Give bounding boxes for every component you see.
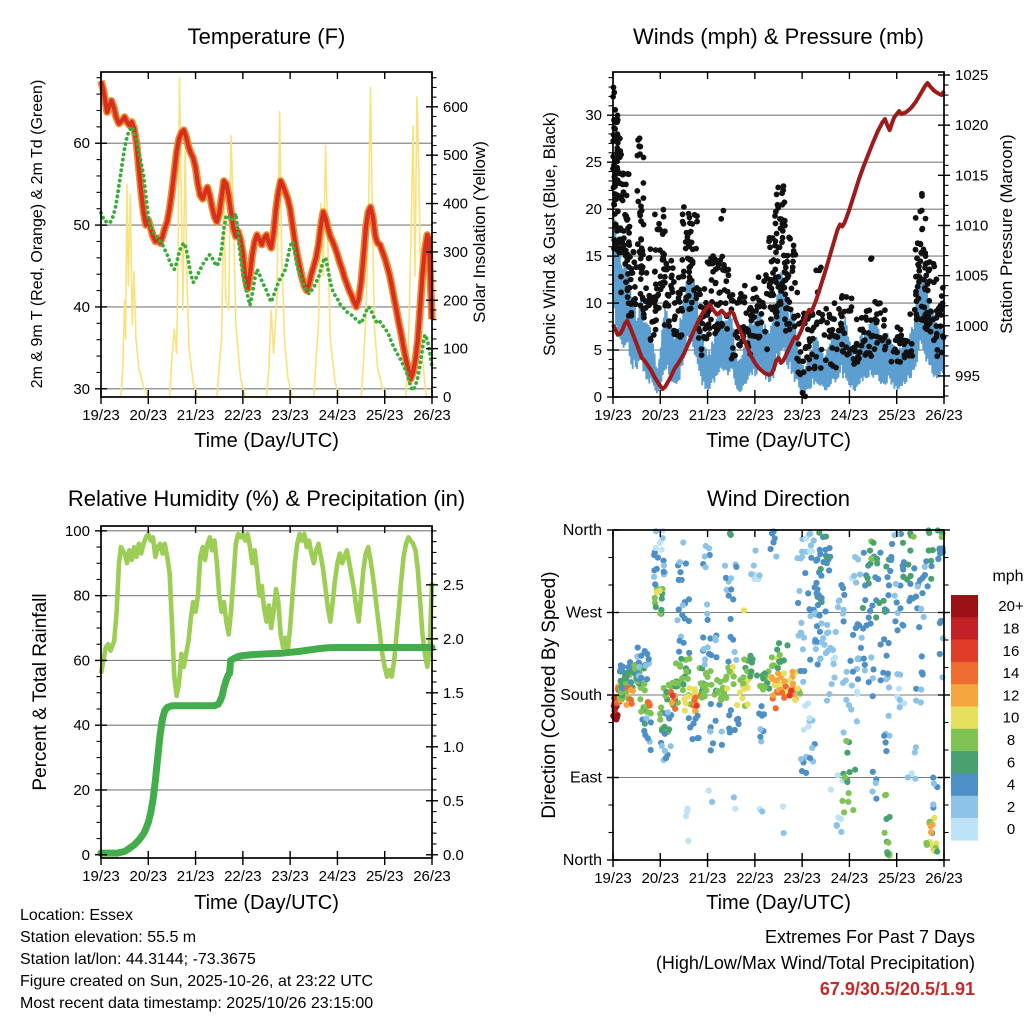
temperature-y2-tick-label: 100 [443,340,469,358]
station-info-block [20,905,373,1015]
extremes-block [656,924,975,1002]
winds-pressure-x-tick-label: 20/23 [641,407,680,424]
temperature-y2-tick-label: 200 [443,292,469,310]
extremes-title: Extremes For Past 7 Days [764,927,975,947]
rh-precip-y-tick-label: 80 [73,587,90,605]
wind-direction-chart-title: Wind Direction [706,486,851,511]
colorbar-swatch [951,796,978,819]
winds-pressure-x-tick-label: 22/23 [736,407,774,424]
rh-precip-x-tick-label: 26/23 [413,868,451,885]
winds-pressure-y-tick-label: 30 [585,107,602,125]
colorbar-label: 16 [1002,642,1020,660]
temperature-y-tick-label: 50 [73,217,90,235]
colorbar-label: 18 [1002,620,1020,638]
rh-precip-x-tick-label: 22/23 [224,868,262,885]
wind-direction-x-tick-label: 24/23 [830,870,869,887]
station-info-line: Figure created on Sun, 2025-10-26, at 23:22 UTC [20,973,374,990]
wind-direction-y-tick-label: East [569,769,602,787]
winds-xaxis-label: Time (Day/UTC) [706,430,851,452]
wind-direction-x-tick-label: 23/23 [783,870,821,887]
rh-xaxis-label: Time (Day/UTC) [194,892,339,914]
winds-pressure-x-tick-label: 21/23 [688,407,727,424]
extremes-values: 67.9/30.5/20.5/1.91 [819,979,975,999]
colorbar-swatch [951,773,978,796]
station-info-line: Location: Essex [20,907,133,924]
wind-direction-dots [610,527,946,858]
wind-direction-y-tick-label: North [562,522,602,539]
colorbar-label: 0 [1006,821,1016,839]
rh-precip-y2-tick-label: 2.0 [443,630,464,648]
colorbar-title: mph [992,568,1024,585]
temperature-yaxis-right-label: Solar Insolation (Yellow) [470,141,489,323]
rh-precip-y-tick-label: 0 [81,846,90,864]
temperature-x-tick-label: 24/23 [318,407,357,424]
temperature-y2-tick-label: 600 [443,98,469,116]
wind-direction-y-tick-label: South [560,687,602,704]
winds-pressure-y2-tick-label: 1005 [955,267,989,285]
colorbar-swatch [951,662,978,685]
winds-pressure-x-tick-label: 19/23 [594,407,632,424]
colorbar-swatch [951,595,978,618]
temperature-chart [73,72,468,424]
rh-precip-y-tick-label: 40 [73,717,90,735]
winds-pressure-y2-tick-label: 1025 [955,67,989,85]
temperature-x-tick-label: 23/23 [271,407,309,424]
winds-pressure-y2-tick-label: 1020 [955,117,989,135]
rh-yaxis-left-label: Percent & Total Rainfall [30,593,51,791]
rh-precip-chart-title: Relative Humidity (%) & Precipitation (in) [67,486,466,511]
colorbar-swatch [951,640,978,663]
temperature-y-tick-label: 60 [73,135,90,153]
wind-direction-x-tick-label: 19/23 [594,870,632,887]
rh-precip-y-tick-label: 100 [64,522,90,540]
rh-precip-x-tick-label: 21/23 [176,868,215,885]
colorbar-swatch [951,729,978,752]
colorbar-swatch [951,617,978,640]
wind-direction-y-tick-label: West [565,604,602,622]
colorbar-label: 6 [1006,754,1016,772]
wind-direction-y-tick-label: North [562,852,602,869]
relative-humidity-line [101,534,432,696]
colorbar-swatch [951,707,978,730]
station-info-line: Station lat/lon: 44.3144; -73.3675 [20,951,256,968]
temperature-y2-tick-label: 500 [443,147,469,165]
winds-pressure-x-tick-label: 24/23 [830,407,869,424]
winds-pressure-chart-title: Winds (mph) & Pressure (mb) [633,24,924,49]
winds-pressure-chart [585,67,988,424]
colorbar-label: 10 [1002,709,1020,727]
rh-precip-y2-tick-label: 1.5 [443,684,464,702]
rh-precip-y2-tick-label: 0.5 [443,792,464,810]
rh-precip-x-tick-label: 24/23 [318,868,357,885]
temperature-x-tick-label: 20/23 [129,407,168,424]
winds-yaxis-right-label: Station Pressure (Maroon) [997,134,1016,334]
temperature-y-tick-label: 30 [73,380,90,398]
wind-direction-chart [560,522,963,887]
rh-precip-y2-tick-label: 1.0 [443,738,464,756]
rh-precip-x-tick-label: 23/23 [271,868,309,885]
colorbar-label: 14 [1002,665,1020,682]
rh-precip-y-tick-label: 20 [73,781,90,799]
temperature-yaxis-left-label: 2m & 9m T (Red, Orange) & 2m Td (Green) [29,79,46,389]
winds-pressure-y2-tick-label: 1015 [955,167,989,185]
winds-yaxis-left-label: Sonic Wind & Gust (Blue, Black) [540,112,559,356]
winds-pressure-y-tick-label: 15 [585,248,602,266]
winds-pressure-y-tick-label: 5 [593,342,602,360]
winds-pressure-y2-tick-label: 995 [955,367,981,385]
wind-direction-x-tick-label: 22/23 [736,870,774,887]
colorbar-label: 12 [1002,687,1020,705]
colorbar-label: 2 [1006,798,1016,816]
rh-precip-y-tick-label: 60 [73,652,90,670]
station-info-line: Station elevation: 55.5 m [20,929,197,946]
winds-pressure-y2-tick-label: 1010 [955,217,989,235]
extremes-subtitle: (High/Low/Max Wind/Total Precipitation) [655,953,975,973]
colorbar-swatch [951,684,978,707]
winds-pressure-x-tick-label: 26/23 [925,407,963,424]
rh-precip-x-tick-label: 25/23 [365,868,404,885]
temperature-xaxis-label: Time (Day/UTC) [194,430,339,452]
colorbar-swatch [951,818,978,841]
winds-pressure-y-tick-label: 10 [585,295,602,313]
temperature-x-tick-label: 21/23 [176,407,215,424]
winds-pressure-x-tick-label: 23/23 [783,407,821,424]
winds-pressure-x-tick-label: 25/23 [877,407,916,424]
temperature-x-tick-label: 26/23 [413,407,451,424]
rh-precip-chart [65,523,464,885]
colorbar-swatch [951,751,978,774]
temperature-y2-tick-label: 400 [443,195,469,213]
rh-precip-x-tick-label: 19/23 [82,868,120,885]
temperature-x-tick-label: 19/23 [82,407,120,424]
temperature-y2-tick-label: 0 [443,389,452,406]
temperature-x-tick-label: 25/23 [365,407,404,424]
station-info-line: Most recent data timestamp: 2025/10/26 23:15:00 [20,995,374,1012]
rh-precip-y2-tick-label: 0.0 [443,846,464,864]
2m-temperature-red-line [101,81,432,379]
temperature-chart-title: Temperature (F) [187,24,346,49]
wind-direction-x-tick-label: 26/23 [925,870,963,887]
colorbar-label: 4 [1006,776,1016,794]
speed-colorbar [951,595,1024,841]
rh-precip-y2-tick-label: 2.5 [443,576,464,594]
wind-direction-xaxis-label: Time (Day/UTC) [706,892,851,914]
colorbar-label: 8 [1006,731,1016,749]
winds-pressure-y-tick-label: 0 [593,389,602,406]
temperature-x-tick-label: 22/23 [224,407,262,424]
colorbar-label: 20+ [998,598,1024,616]
temperature-y-tick-label: 40 [73,298,90,316]
wind-direction-x-tick-label: 21/23 [688,870,727,887]
winds-pressure-y2-tick-label: 1000 [955,317,989,335]
total-rainfall-line [101,648,432,854]
wind-direction-x-tick-label: 25/23 [877,870,916,887]
winds-pressure-y-tick-label: 20 [585,201,602,219]
rh-precip-x-tick-label: 20/23 [129,868,168,885]
wind-direction-yaxis-label: Direction (Colored By Speed) [539,571,560,819]
winds-pressure-y-tick-label: 25 [585,154,602,172]
temperature-y2-tick-label: 300 [443,243,469,261]
wind-direction-x-tick-label: 20/23 [641,870,680,887]
